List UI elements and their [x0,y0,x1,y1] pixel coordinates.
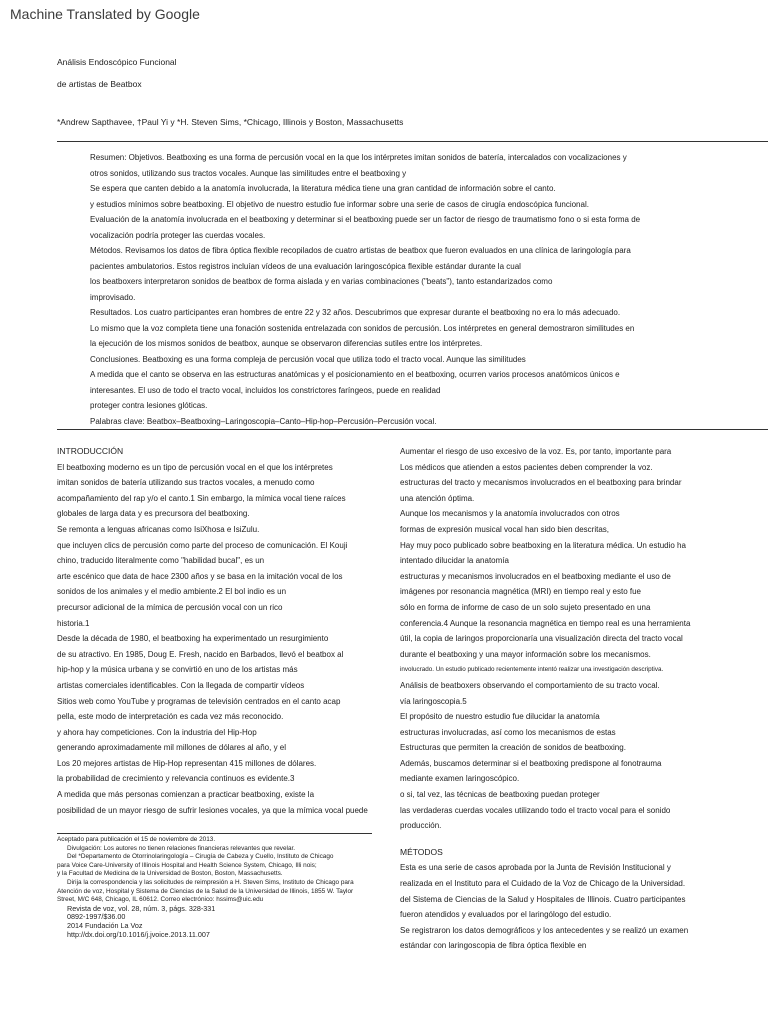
footnote-line: Atención de voz, Hospital y Sistema de Ciencias de la Salud de la Universidad de Illinois, 1855 W. Taylor [57,887,354,895]
body-text-line: estructuras involucradas, así como los mecanismos de estas [400,727,616,737]
abstract-line: proteger contra lesiones glóticas. [90,401,208,410]
article-title-line-1: Análisis Endoscópico Funcional [57,57,177,67]
body-text-line: o si, tal vez, las técnicas de beatboxing puedan proteger [400,790,600,800]
abstract-line: los beatboxers interpretaron sonidos de beatbox de forma aislada y en varias combinaciones ("beats"), tanto estandarizados como [90,277,553,286]
footnote-line: Aceptado para publicación el 15 de noviembre de 2013. [57,836,216,843]
abstract-top-rule [57,141,768,142]
right-column [400,444,760,954]
body-text-line: involucrado. Un estudio publicado recientemente intentó realizar una investigación descriptiva. [400,666,664,674]
body-text-line: Desde la década de 1980, el beatboxing ha experimentado un resurgimiento [57,634,329,644]
section-spacer [400,834,760,845]
abstract-line: Palabras clave: Beatbox–Beatboxing–Laringoscopia–Canto–Hip-hop–Percusión–Percusión vocal. [90,416,437,426]
body-text-line: conferencia.4 Aunque la resonancia magnética en tiempo real es una herramienta [400,618,691,628]
body-text-line: estándar con laringoscopia de fibra óptica flexible en [400,941,587,951]
footnote-line: y la Facultad de Medicina de la Universidad de Boston, Boston, Massachusetts. [57,870,283,878]
abstract-line: Conclusiones. Beatboxing es una forma compleja de percusión vocal que utiliza todo el tracto vocal. Aunque las similitudes [90,354,526,364]
footnote-line: Revista de voz, vol. 28, núm. 3, págs. 328-331 [67,903,216,913]
section-heading-metodos: MÉTODOS [400,846,443,857]
footnote-line: Del *Departamento de Otorrinolaringología – Cirugía de Cabeza y Cuello, Instituto de Chicago [67,853,334,861]
section-heading-introduccion: INTRODUCCIÓN [57,446,124,456]
body-text-line: Se remonta a lenguas africanas como IsiXhosa e IsiZulu. [57,524,260,534]
body-text-line: la probabilidad de crecimiento y relevancia continuos es evidente.3 [57,774,295,784]
abstract-line: Lo mismo que la voz completa tiene una fonación sostenida entrelazada con sonidos de percusión. Los intérpretes en general demostraron similitudes en [90,323,635,333]
footnote-line: Dirija la correspondencia y las solicitudes de reimpresión a H. Steven Sims, Instituto de Chicago para [67,878,354,886]
footnotes-block [57,836,377,939]
body-text-line: El propósito de nuestro estudio fue dilucidar la anatomía [400,712,600,722]
body-text-line: vía laringoscopia.5 [400,696,467,706]
body-text-line: posibilidad de un mayor riesgo de sufrir lesiones vocales, ya que la mímica vocal puede [57,805,368,815]
body-text-line: intentado dilucidar la anatomía [400,556,509,566]
body-text-line: El beatboxing moderno es un tipo de percusión vocal en el que los intérpretes [57,462,333,472]
abstract-line: Resumen: Objetivos. Beatboxing es una forma de percusión vocal en la que los intérpretes imitan sonidos de batería, intercalados con vocalizaciones y [90,153,627,162]
abstract-line: Métodos. Revisamos los datos de fibra óptica flexible recopilados de cuatro artistas de beatbox que fueron evaluados en una clínica de laringología para [90,246,631,255]
right-body [400,444,760,834]
abstract-line: interesantes. El uso de todo el tracto vocal, incluidos los constrictores faríngeos, puede en realidad [90,385,441,395]
body-text-line: imágenes por resonancia magnética (MRI) en tiempo real y esto fue [400,587,642,597]
metodos-body [400,860,760,954]
body-text-line: producción. [400,821,442,831]
abstract-line: vocalización podría proteger las cuerdas vocales. [90,230,266,240]
body-text-line: una atención óptima. [400,493,475,503]
body-text-line: artistas comerciales identificables. Con la llegada de compartir vídeos [57,680,305,690]
body-text-line: que incluyen clics de percusión como parte del proceso de comunicación. El Kouji [57,540,348,550]
body-text-line: precursor adicional de la mímica de percusión vocal con un rico [57,602,283,612]
body-text-line: y ahora hay competiciones. Con la industria del Hip-Hop [57,727,257,737]
body-text-line: mediante examen laringoscópico. [400,774,520,784]
body-text-line: Hay muy poco publicado sobre beatboxing en la literatura médica. Un estudio ha [400,540,686,550]
machine-translation-banner: Machine Translated by Google [10,6,200,22]
body-text-line: historia.1 [57,618,90,628]
body-text-line: chino, traducido literalmente como "habilidad bucal", es un [57,556,265,566]
footnote-line: http://dx.doi.org/10.1016/j.jvoice.2013.11.007 [67,929,210,939]
body-text-line: Los 20 mejores artistas de Hip-Hop representan 415 millones de dólares. [57,758,317,768]
abstract-block [90,150,760,429]
footnote-line: Street, M/C 648, Chicago, IL 60612. Correo electrónico: hssims@uic.edu [57,896,264,904]
body-text-line: hip-hop y la música urbana y se convirtió en uno de los artistas más [57,665,298,675]
body-text-line: imitan sonidos de batería utilizando sus tractos vocales, a menudo como [57,478,315,488]
article-title-line-2: de artistas de Beatbox [57,79,142,89]
body-text-line: de su atractivo. En 1985, Doug E. Fresh, nacido en Barbados, llevó el beatbox al [57,649,344,659]
left-column [57,444,392,818]
body-text-line: las verdaderas cuerdas vocales utilizando todo el tracto vocal para el sonido [400,805,671,815]
body-text-line: sólo en forma de informe de caso de un solo sujeto presentado en una [400,602,651,612]
body-text-line: Se registraron los datos demográficos y los antecedentes y se realizó un examen [400,925,689,935]
abstract-line: Evaluación de la anatomía involucrada en el beatboxing y determinar si el beatboxing puede ser un factor de riesgo de traumatismo fono o si esta forma de [90,215,641,224]
body-text-line: sonidos de los animales y el medio ambiente.2 El bol indio es un [57,587,287,597]
body-text-line: generando aproximadamente mil millones de dólares al año, y el [57,743,287,753]
body-text-line: Aumentar el riesgo de uso excesivo de la voz. Es, por tanto, importante para [400,447,672,456]
abstract-line: A medida que el canto se observa en las estructuras anatómicas y el posicionamiento en el beatboxing, ocurren varios procesos anatómicos únicos e [90,370,620,379]
introduccion-body [57,460,392,819]
body-text-line: formas de expresión musical vocal han sido bien descritas, [400,524,609,534]
body-text-line: A medida que más personas comienzan a practicar beatboxing, existe la [57,790,315,800]
abstract-line: improvisado. [90,292,136,302]
author-line: *Andrew Sapthavee, †Paul Yi y *H. Steven Sims, *Chicago, Illinois y Boston, Massachusetts [57,117,404,127]
abstract-line: Resultados. Los cuatro participantes eran hombres de entre 22 y 32 años. Descubrimos que expresar durante el beatboxing no era lo más adecuado. [90,308,621,317]
body-text-line: Esta es una serie de casos aprobada por la Junta de Revisión Institucional y [400,863,671,873]
body-text-line: durante el beatboxing y una mayor información sobre los mecanismos. [400,649,651,659]
footnote-line: 0892-1997/$36.00 [67,912,126,922]
footnote-line: 2014 Fundación La Voz [67,920,143,930]
abstract-bottom-rule [57,429,768,430]
body-text-line: del Sistema de Ciencias de la Salud y Hospitales de Illinois. Cuatro participantes [400,894,686,904]
body-text-line: Además, buscamos determinar si el beatboxing predispone al fonotrauma [400,758,662,768]
body-text-line: fueron atendidos y evaluados por el laringólogo del estudio. [400,910,612,920]
body-text-line: acompañamiento del rap y/o el canto.1 Sin embargo, la mímica vocal tiene raíces [57,493,346,503]
body-text-line: globales de larga data y es precursora del beatboxing. [57,509,250,519]
body-text-line: pella, este modo de interpretación es cada vez más reconocido. [57,712,284,722]
abstract-line: y estudios mínimos sobre beatboxing. El objetivo de nuestro estudio fue informar sobre una serie de casos de cirugía endoscópica funcional. [90,199,589,209]
footnote-line: para Voice Care-University of Illinois Hospital and Health Science System, Chicago, Illi nois; [57,861,317,869]
body-text-line: Aunque los mecanismos y la anatomía involucrados con otros [400,509,620,519]
body-text-line: útil, la copia de laringos proporcionaría una visualización directa del tracto vocal [400,634,683,644]
footnote-rule [57,833,372,834]
body-text-line: Los médicos que atienden a estos pacientes deben comprender la voz. [400,462,653,472]
abstract-line: la ejecución de los mismos sonidos de beatbox, aunque se observaron diferencias sutiles entre los intérpretes. [90,339,483,348]
body-text-line: estructuras y mecanismos involucrados en el beatboxing mediante el uso de [400,571,671,581]
abstract-line: Se espera que canten debido a la anatomía involucrada, la literatura médica tiene una gran cantidad de información sobre el canto. [90,184,556,193]
body-text-line: Estructuras que permiten la creación de sonidos de beatboxing. [400,743,626,753]
footnote-line: Divulgación: Los autores no tienen relaciones financieras relevantes que revelar. [67,844,296,852]
body-text-line: realizada en el Instituto para el Cuidado de la Voz de Chicago de la Universidad. [400,879,686,889]
body-text-line: arte escénico que data de hace 2300 años y se basa en la imitación vocal de los [57,571,343,581]
body-text-line: Sitios web como YouTube y programas de televisión centrados en el canto acap [57,696,341,706]
body-text-line: estructuras del tracto y mecanismos involucrados en el beatboxing para brindar [400,478,682,488]
abstract-line: pacientes ambulatorios. Estos registros incluían vídeos de una evaluación laringoscópica flexible estándar durante la cual [90,261,521,271]
abstract-line: otros sonidos, utilizando sus tractos vocales. Aunque las similitudes entre el beatboxing y [90,168,407,178]
body-text-line: Análisis de beatboxers observando el comportamiento de su tracto vocal. [400,680,660,690]
